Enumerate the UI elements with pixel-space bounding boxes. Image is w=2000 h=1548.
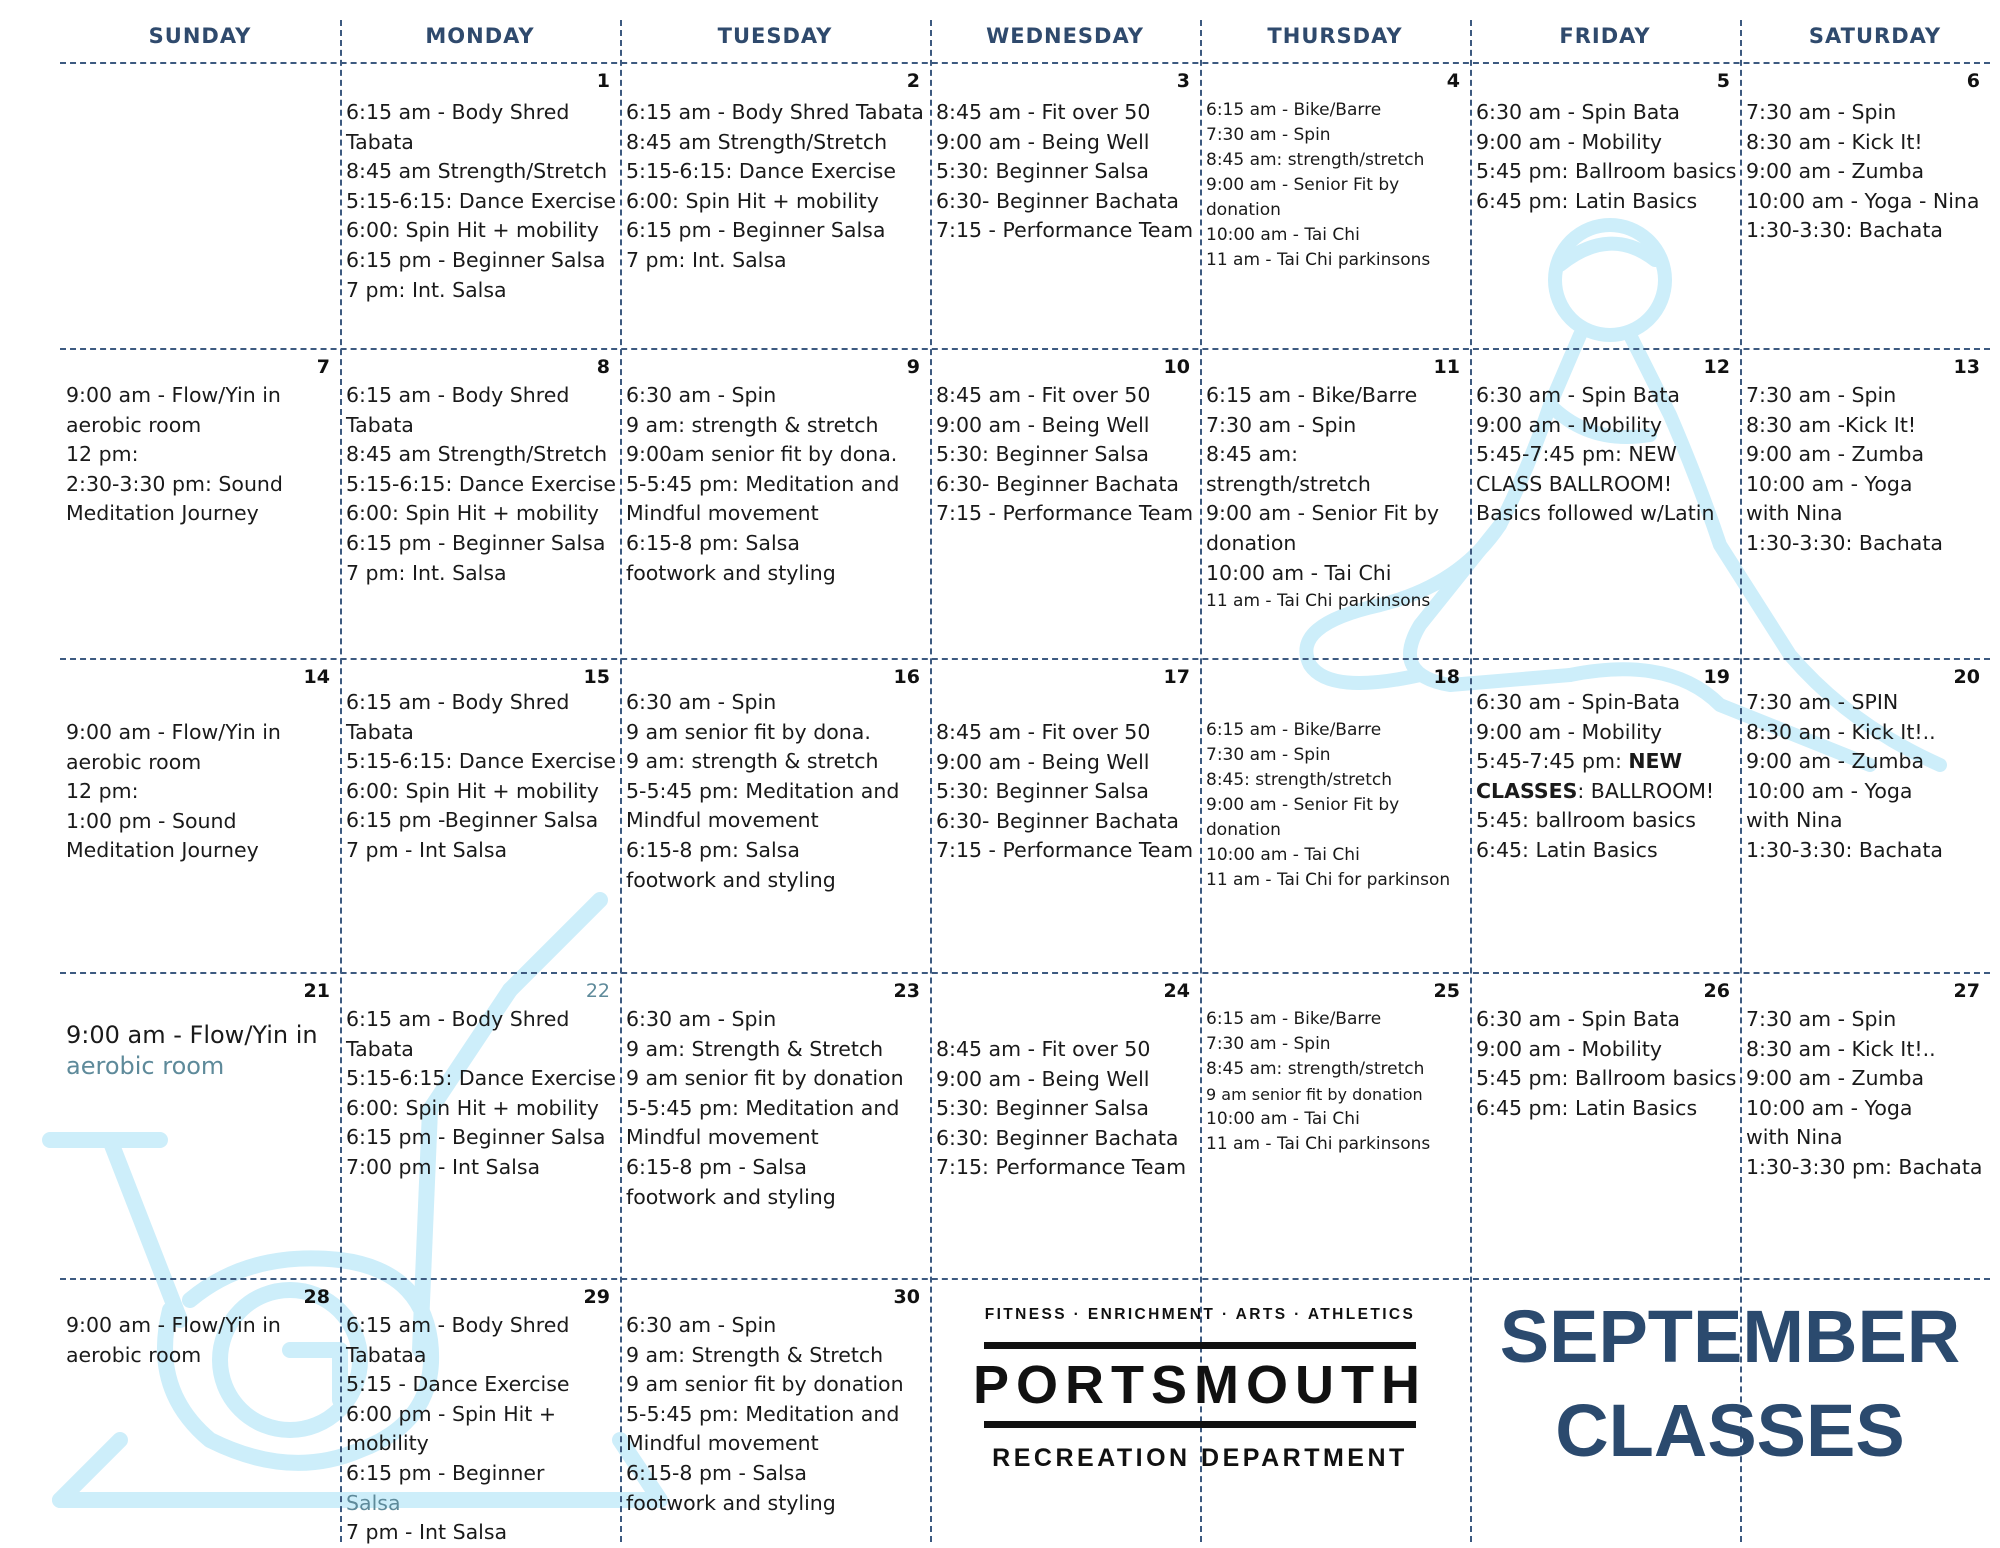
class-entry: 7:30 am - Spin xyxy=(1206,412,1357,437)
class-entry: 1:30-3:30: Bachata xyxy=(1746,530,1943,555)
class-entry: 5:30: Beginner Salsa xyxy=(936,779,1149,804)
class-entry: 11 am - Tai Chi parkinsons xyxy=(1206,250,1431,270)
class-entry: 6:30 am - Spin Bata xyxy=(1476,100,1680,124)
class-entry: 7:30 am - Spin xyxy=(1746,383,1897,407)
class-entry: 10:00 am - Yoga xyxy=(1746,1095,1913,1120)
day-number: 11 xyxy=(1433,356,1460,378)
class-entry: 5:45-7:45 pm: NEW xyxy=(1476,442,1677,467)
class-entry: 7 pm: Int. Salsa xyxy=(626,247,787,272)
day-cell xyxy=(620,348,930,658)
class-entry: 8:45 am - Fit over 50 xyxy=(936,720,1151,744)
class-entry: 5:15-6:15: Dance Exercise xyxy=(626,159,896,184)
class-entry: 6:30 am - Spin xyxy=(626,1007,777,1031)
class-entry: 9:00 am - Senior Fit by xyxy=(1206,501,1440,526)
class-entry: 6:00 pm - Spin Hit + xyxy=(346,1401,557,1426)
class-entry: Tabata xyxy=(346,412,414,437)
portsmouth-rec-logo xyxy=(970,1302,1430,1492)
class-entry: Mindful movement xyxy=(626,501,819,526)
day-number: 4 xyxy=(1446,70,1460,92)
day-cell xyxy=(1470,658,1740,972)
day-cell xyxy=(60,972,340,1278)
class-entry: 7 pm: Int. Salsa xyxy=(346,277,507,302)
class-entry: 5:15-6:15: Dance Exercise xyxy=(346,188,616,213)
day-number: 6 xyxy=(1966,70,1980,92)
day-number: 9 xyxy=(906,356,920,378)
class-entry: 6:15 pm - Beginner Salsa xyxy=(626,218,886,243)
class-entry: 6:15 am - Body Shred xyxy=(346,383,570,407)
class-entry: Mindful movement xyxy=(626,1125,819,1150)
day-cell xyxy=(60,62,340,348)
day-cell xyxy=(620,62,930,348)
day-number: 30 xyxy=(893,1286,920,1308)
class-entry: 6:30 am - Spin xyxy=(626,383,777,407)
logo-rule xyxy=(984,1342,1416,1349)
class-entry: 9:00 am - Zumba xyxy=(1746,749,1925,774)
class-entry: 6:45: Latin Basics xyxy=(1476,837,1658,862)
class-entry: 7:15 - Performance Team xyxy=(936,501,1194,526)
class-entry: strength/stretch xyxy=(1206,471,1371,496)
day-number: 7 xyxy=(316,356,330,378)
class-entry: 6:15 am - Bike/Barre xyxy=(1206,720,1382,740)
class-entry: 6:15-8 pm - Salsa xyxy=(626,1460,807,1485)
class-entry: 6:00: Spin Hit + mobility xyxy=(346,501,599,526)
class-entry: footwork and styling xyxy=(626,1490,836,1515)
class-entry: 6:30 am - Spin Bata xyxy=(1476,1007,1680,1031)
class-entry: 8:45: strength/stretch xyxy=(1206,770,1393,790)
day-cell xyxy=(1200,972,1470,1278)
class-entry: 5-5:45 pm: Meditation and xyxy=(626,778,900,803)
class-entry: footwork and styling xyxy=(626,560,836,585)
class-entry: 9:00 am - Flow/Yin in xyxy=(66,1021,318,1049)
day-cell xyxy=(930,972,1200,1278)
class-entry: 5:45 pm: Ballroom basics xyxy=(1476,1066,1737,1091)
day-cell xyxy=(620,972,930,1278)
class-entry: 1:30-3:30 pm: Bachata xyxy=(1746,1154,1983,1179)
class-entry: 9:00 am - Mobility xyxy=(1476,412,1663,437)
class-entry: 7 pm - Int Salsa xyxy=(346,837,508,862)
class-entry: with Nina xyxy=(1746,501,1843,526)
class-entry: 9:00 am - Being Well xyxy=(936,129,1150,154)
class-entry: 9:00 am - Zumba xyxy=(1746,1066,1925,1091)
class-entry: 9:00 am - Being Well xyxy=(936,1066,1150,1091)
class-entry: 10:00 am - Yoga xyxy=(1746,471,1913,496)
class-entry: 7:30 am - SPIN xyxy=(1746,690,1899,714)
class-entry: 7:15: Performance Team xyxy=(936,1155,1187,1180)
class-entry: 7:30 am - Spin xyxy=(1206,745,1331,765)
day-cell xyxy=(340,348,620,658)
class-entry: Meditation Journey xyxy=(66,501,259,526)
class-entry: 6:15 am - Body Shred xyxy=(346,690,570,714)
day-number: 1 xyxy=(596,70,610,92)
class-entry: 10:00 am - Tai Chi xyxy=(1206,1109,1360,1129)
class-entry: 6:30 am - Spin xyxy=(626,690,777,714)
class-entry: 6:00: Spin Hit + mobility xyxy=(626,188,879,213)
class-entry: 5:30: Beginner Salsa xyxy=(936,159,1149,184)
class-entry: aerobic room xyxy=(66,1052,225,1080)
day-number: 22 xyxy=(585,980,610,1002)
class-entry: 8:30 am - Kick It!.. xyxy=(1746,719,1936,744)
class-entry: 6:15 am - Bike/Barre xyxy=(1206,100,1382,120)
day-name-friday: FRIDAY xyxy=(1559,24,1651,48)
day-cell xyxy=(930,658,1200,972)
class-entry: 8:45 am Strength/Stretch xyxy=(346,159,608,184)
class-entry: 12 pm: xyxy=(66,442,139,467)
class-entry: 5-5:45 pm: Meditation and xyxy=(626,1401,900,1426)
class-entry: 9:00 am - Flow/Yin in xyxy=(66,383,281,407)
day-cell xyxy=(60,1278,340,1542)
day-cell xyxy=(340,62,620,348)
day-number: 5 xyxy=(1716,70,1730,92)
day-cell xyxy=(340,972,620,1278)
class-entry: Tabata xyxy=(346,129,414,154)
class-entry: 1:30-3:30: Bachata xyxy=(1746,218,1943,243)
day-cell xyxy=(1200,62,1470,348)
class-entry: 8:30 am - Kick It!.. xyxy=(1746,1036,1936,1061)
class-entry: 7:30 am - Spin xyxy=(1746,1007,1897,1031)
class-entry: 1:30-3:30: Bachata xyxy=(1746,837,1943,862)
class-entry: 5:15-6:15: Dance Exercise xyxy=(346,749,616,774)
class-entry: aerobic room xyxy=(66,1342,202,1367)
class-entry: 6:15 pm - Beginner Salsa xyxy=(346,1125,606,1150)
class-entry: aerobic room xyxy=(66,412,202,437)
day-cell xyxy=(60,658,340,972)
day-name-saturday: SATURDAY xyxy=(1808,24,1942,48)
day-name-wednesday: WEDNESDAY xyxy=(986,24,1144,48)
class-entry: Salsa xyxy=(346,1490,401,1515)
day-cell xyxy=(1740,658,1990,972)
class-entry: 10:00 am - Yoga xyxy=(1746,778,1913,803)
day-number: 26 xyxy=(1703,980,1730,1002)
class-entry: Basics followed w/Latin xyxy=(1476,501,1715,526)
class-entry: 7:30 am - Spin xyxy=(1206,1034,1331,1054)
weekday-header xyxy=(60,14,1990,62)
class-entry: 10:00 am - Tai Chi xyxy=(1206,560,1392,585)
class-entry: 11 am - Tai Chi parkinsons xyxy=(1206,591,1431,612)
class-entry: Tabataa xyxy=(346,1342,427,1367)
day-cell xyxy=(1200,348,1470,658)
day-number: 3 xyxy=(1176,70,1190,92)
class-entry: 9:00 am - Being Well xyxy=(936,412,1150,437)
class-entry: 7:15 - Performance Team xyxy=(936,218,1194,243)
class-entry: with Nina xyxy=(1746,1125,1843,1150)
class-entry: 6:15-8 pm: Salsa xyxy=(626,530,800,555)
class-entry: aerobic room xyxy=(66,749,202,774)
class-entry: 6:00: Spin Hit + mobility xyxy=(346,1095,599,1120)
class-entry: 6:15 am - Body Shred Tabata xyxy=(626,100,924,124)
class-entry: 8:30 am - Kick It! xyxy=(1746,129,1923,154)
day-cell xyxy=(1200,658,1470,972)
class-entry: 1:00 pm - Sound xyxy=(66,808,237,833)
class-entry: 5:30: Beginner Salsa xyxy=(936,1096,1149,1121)
class-entry: 9 am: Strength & Stretch xyxy=(626,1342,884,1367)
class-entry: 10:00 am - Tai Chi xyxy=(1206,225,1360,245)
class-entry: Mindful movement xyxy=(626,808,819,833)
class-entry: mobility xyxy=(346,1431,429,1456)
class-entry: 11 am - Tai Chi for parkinson xyxy=(1206,870,1451,890)
class-entry: 10:00 am - Yoga - Nina xyxy=(1746,188,1980,213)
class-entry: 9:00am senior fit by dona. xyxy=(626,442,898,467)
day-cell xyxy=(1740,62,1990,348)
class-entry: 6:45 pm: Latin Basics xyxy=(1476,1095,1698,1120)
class-entry: 11 am - Tai Chi parkinsons xyxy=(1206,1134,1431,1154)
day-cell xyxy=(340,1278,620,1545)
class-entry: 5:15 - Dance Exercise xyxy=(346,1372,570,1397)
day-number: 27 xyxy=(1953,980,1980,1002)
class-entry: 8:45 am - Fit over 50 xyxy=(936,1037,1151,1061)
class-entry: 7:30 am - Spin xyxy=(1746,100,1897,124)
class-entry: 5:30: Beginner Salsa xyxy=(936,442,1149,467)
class-entry: footwork and styling xyxy=(626,1184,836,1209)
class-entry: 8:30 am -Kick It! xyxy=(1746,412,1917,437)
day-number: 23 xyxy=(893,980,920,1002)
day-number: 25 xyxy=(1433,980,1460,1002)
day-name-thursday: THURSDAY xyxy=(1267,24,1403,48)
day-number: 29 xyxy=(583,1286,610,1308)
class-entry: 9:00 am - Mobility xyxy=(1476,129,1663,154)
class-entry: 7:15 - Performance Team xyxy=(936,838,1194,863)
class-entry: 6:15 pm - Beginner Salsa xyxy=(346,247,606,272)
class-entry: 9 am senior fit by donation xyxy=(626,1066,904,1091)
day-cell xyxy=(1470,348,1740,658)
title-line-1: SEPTEMBER xyxy=(1499,1295,1961,1378)
day-number: 2 xyxy=(906,70,920,92)
day-cell xyxy=(1740,348,1990,658)
class-entry: 9:00 am - Zumba xyxy=(1746,442,1925,467)
class-entry: 5:15-6:15: Dance Exercise xyxy=(346,471,616,496)
day-number: 14 xyxy=(303,666,330,688)
day-name-sunday: SUNDAY xyxy=(148,24,252,48)
class-entry: 5:45-7:45 pm: NEW xyxy=(1476,749,1683,774)
day-cell xyxy=(930,348,1200,658)
class-entry: 9 am senior fit by donation xyxy=(626,1372,904,1397)
day-cell xyxy=(930,62,1200,348)
class-entry: 6:15 am - Bike/Barre xyxy=(1206,1009,1382,1029)
class-entry: 6:45 pm: Latin Basics xyxy=(1476,188,1698,213)
class-entry: 7:00 pm - Int Salsa xyxy=(346,1154,541,1179)
class-entry: 9:00 am - Mobility xyxy=(1476,1036,1663,1061)
class-entry: 7 pm - Int Salsa xyxy=(346,1520,508,1545)
class-entry: 6:30: Beginner Bachata xyxy=(936,1125,1179,1150)
class-entry: 6:15-8 pm: Salsa xyxy=(626,837,800,862)
logo-name: PORTSMOUTH xyxy=(973,1355,1427,1415)
class-entry: with Nina xyxy=(1746,808,1843,833)
class-entry: CLASS BALLROOM! xyxy=(1476,471,1673,496)
class-entry: 6:30 am - Spin-Bata xyxy=(1476,690,1681,714)
class-entry: 6:30- Beginner Bachata xyxy=(936,471,1179,496)
class-entry: 9 am: strength & stretch xyxy=(626,749,879,774)
class-entry: donation xyxy=(1206,530,1297,555)
class-entry: 8:45 am: strength/stretch xyxy=(1206,150,1425,170)
day-name-monday: MONDAY xyxy=(425,24,535,48)
class-entry: 6:15 am - Body Shred xyxy=(346,1007,570,1031)
class-entry: 8:45 am - Fit over 50 xyxy=(936,383,1151,407)
day-number: 20 xyxy=(1953,666,1980,688)
class-entry: 5-5:45 pm: Meditation and xyxy=(626,471,900,496)
page-title xyxy=(1460,1290,2000,1478)
class-entry: 9:00 am - Flow/Yin in xyxy=(66,1313,281,1337)
class-entry: 6:15 pm - Beginner xyxy=(346,1460,545,1485)
class-entry: footwork and styling xyxy=(626,867,836,892)
day-cell xyxy=(620,1278,930,1542)
class-entry: 9:00 am - Flow/Yin in xyxy=(66,720,281,744)
class-entry: 6:15-8 pm - Salsa xyxy=(626,1154,807,1179)
class-entry: 10:00 am - Tai Chi xyxy=(1206,845,1360,865)
class-entry: 6:00: Spin Hit + mobility xyxy=(346,778,599,803)
day-number: 16 xyxy=(893,666,920,688)
class-entry: 6:15 am - Bike/Barre xyxy=(1206,383,1418,407)
day-cell xyxy=(60,348,340,658)
class-entry: 6:30 am - Spin xyxy=(626,1313,777,1337)
day-name-tuesday: TUESDAY xyxy=(717,24,833,48)
class-entry: 8:45 am - Fit over 50 xyxy=(936,100,1151,124)
day-number: 17 xyxy=(1163,666,1190,688)
class-entry: 9:00 am - Senior Fit by xyxy=(1206,795,1400,815)
class-entry: 8:45 am Strength/Stretch xyxy=(626,129,888,154)
class-entry: donation xyxy=(1206,200,1281,220)
class-entry: 6:00: Spin Hit + mobility xyxy=(346,218,599,243)
class-entry: 12 pm: xyxy=(66,779,139,804)
day-cell xyxy=(1740,972,1990,1278)
class-entry: CLASSES: BALLROOM! xyxy=(1476,778,1715,803)
day-number: 21 xyxy=(303,980,330,1002)
class-entry: Meditation Journey xyxy=(66,838,259,863)
title-line-2: CLASSES xyxy=(1555,1389,1905,1472)
day-number: 24 xyxy=(1163,980,1190,1002)
class-entry: Mindful movement xyxy=(626,1431,819,1456)
class-entry: Tabata xyxy=(346,719,414,744)
class-entry: 9 am senior fit by donation xyxy=(1206,1085,1423,1104)
day-number: 28 xyxy=(303,1286,330,1308)
day-number: 19 xyxy=(1703,666,1730,688)
logo-tagline: FITNESS · ENRICHMENT · ARTS · ATHLETICS xyxy=(984,1306,1416,1323)
class-entry: 2:30-3:30 pm: Sound xyxy=(66,471,283,496)
day-number: 10 xyxy=(1163,356,1190,378)
class-entry: donation xyxy=(1206,820,1281,840)
class-entry: 9 am: strength & stretch xyxy=(626,412,879,437)
class-entry: 6:15 pm - Beginner Salsa xyxy=(346,530,606,555)
class-entry: 5:45 pm: Ballroom basics xyxy=(1476,159,1737,184)
class-entry: 6:15 am - Body Shred xyxy=(346,1313,570,1337)
class-entry: 9:00 am - Senior Fit by xyxy=(1206,175,1400,195)
class-entry: Tabata xyxy=(346,1036,414,1061)
class-entry: 6:15 pm -Beginner Salsa xyxy=(346,808,599,833)
class-entry: 9 am: Strength & Stretch xyxy=(626,1036,884,1061)
class-entry: 7:30 am - Spin xyxy=(1206,125,1331,145)
class-entry: 9:00 am - Zumba xyxy=(1746,159,1925,184)
class-entry: 6:30- Beginner Bachata xyxy=(936,808,1179,833)
class-entry: 9:00 am - Being Well xyxy=(936,749,1150,774)
class-entry: 6:15 am - Body Shred xyxy=(346,100,570,124)
class-entry: 6:30- Beginner Bachata xyxy=(936,188,1179,213)
class-entry: 8:45 am: strength/stretch xyxy=(1206,1059,1425,1079)
logo-rule xyxy=(984,1421,1416,1428)
day-number: 18 xyxy=(1433,666,1460,688)
class-entry: 5-5:45 pm: Meditation and xyxy=(626,1095,900,1120)
class-entry: 8:45 am: xyxy=(1206,442,1298,467)
day-number: 13 xyxy=(1953,356,1980,378)
day-cell xyxy=(620,658,930,972)
class-entry: 9 am senior fit by dona. xyxy=(626,719,871,744)
day-cell xyxy=(340,658,620,972)
day-number: 8 xyxy=(596,356,610,378)
day-number: 15 xyxy=(583,666,610,688)
day-cell xyxy=(1470,972,1740,1278)
logo-subtitle: RECREATION DEPARTMENT xyxy=(992,1444,1408,1472)
day-number: 12 xyxy=(1703,356,1730,378)
class-entry: 5:45: ballroom basics xyxy=(1476,808,1696,833)
class-entry: 8:45 am Strength/Stretch xyxy=(346,442,608,467)
day-cell xyxy=(1470,62,1740,348)
class-entry: 7 pm: Int. Salsa xyxy=(346,560,507,585)
class-entry: 5:15-6:15: Dance Exercise xyxy=(346,1066,616,1091)
class-entry: 9:00 am - Mobility xyxy=(1476,719,1663,744)
class-entry: 6:30 am - Spin Bata xyxy=(1476,383,1680,407)
